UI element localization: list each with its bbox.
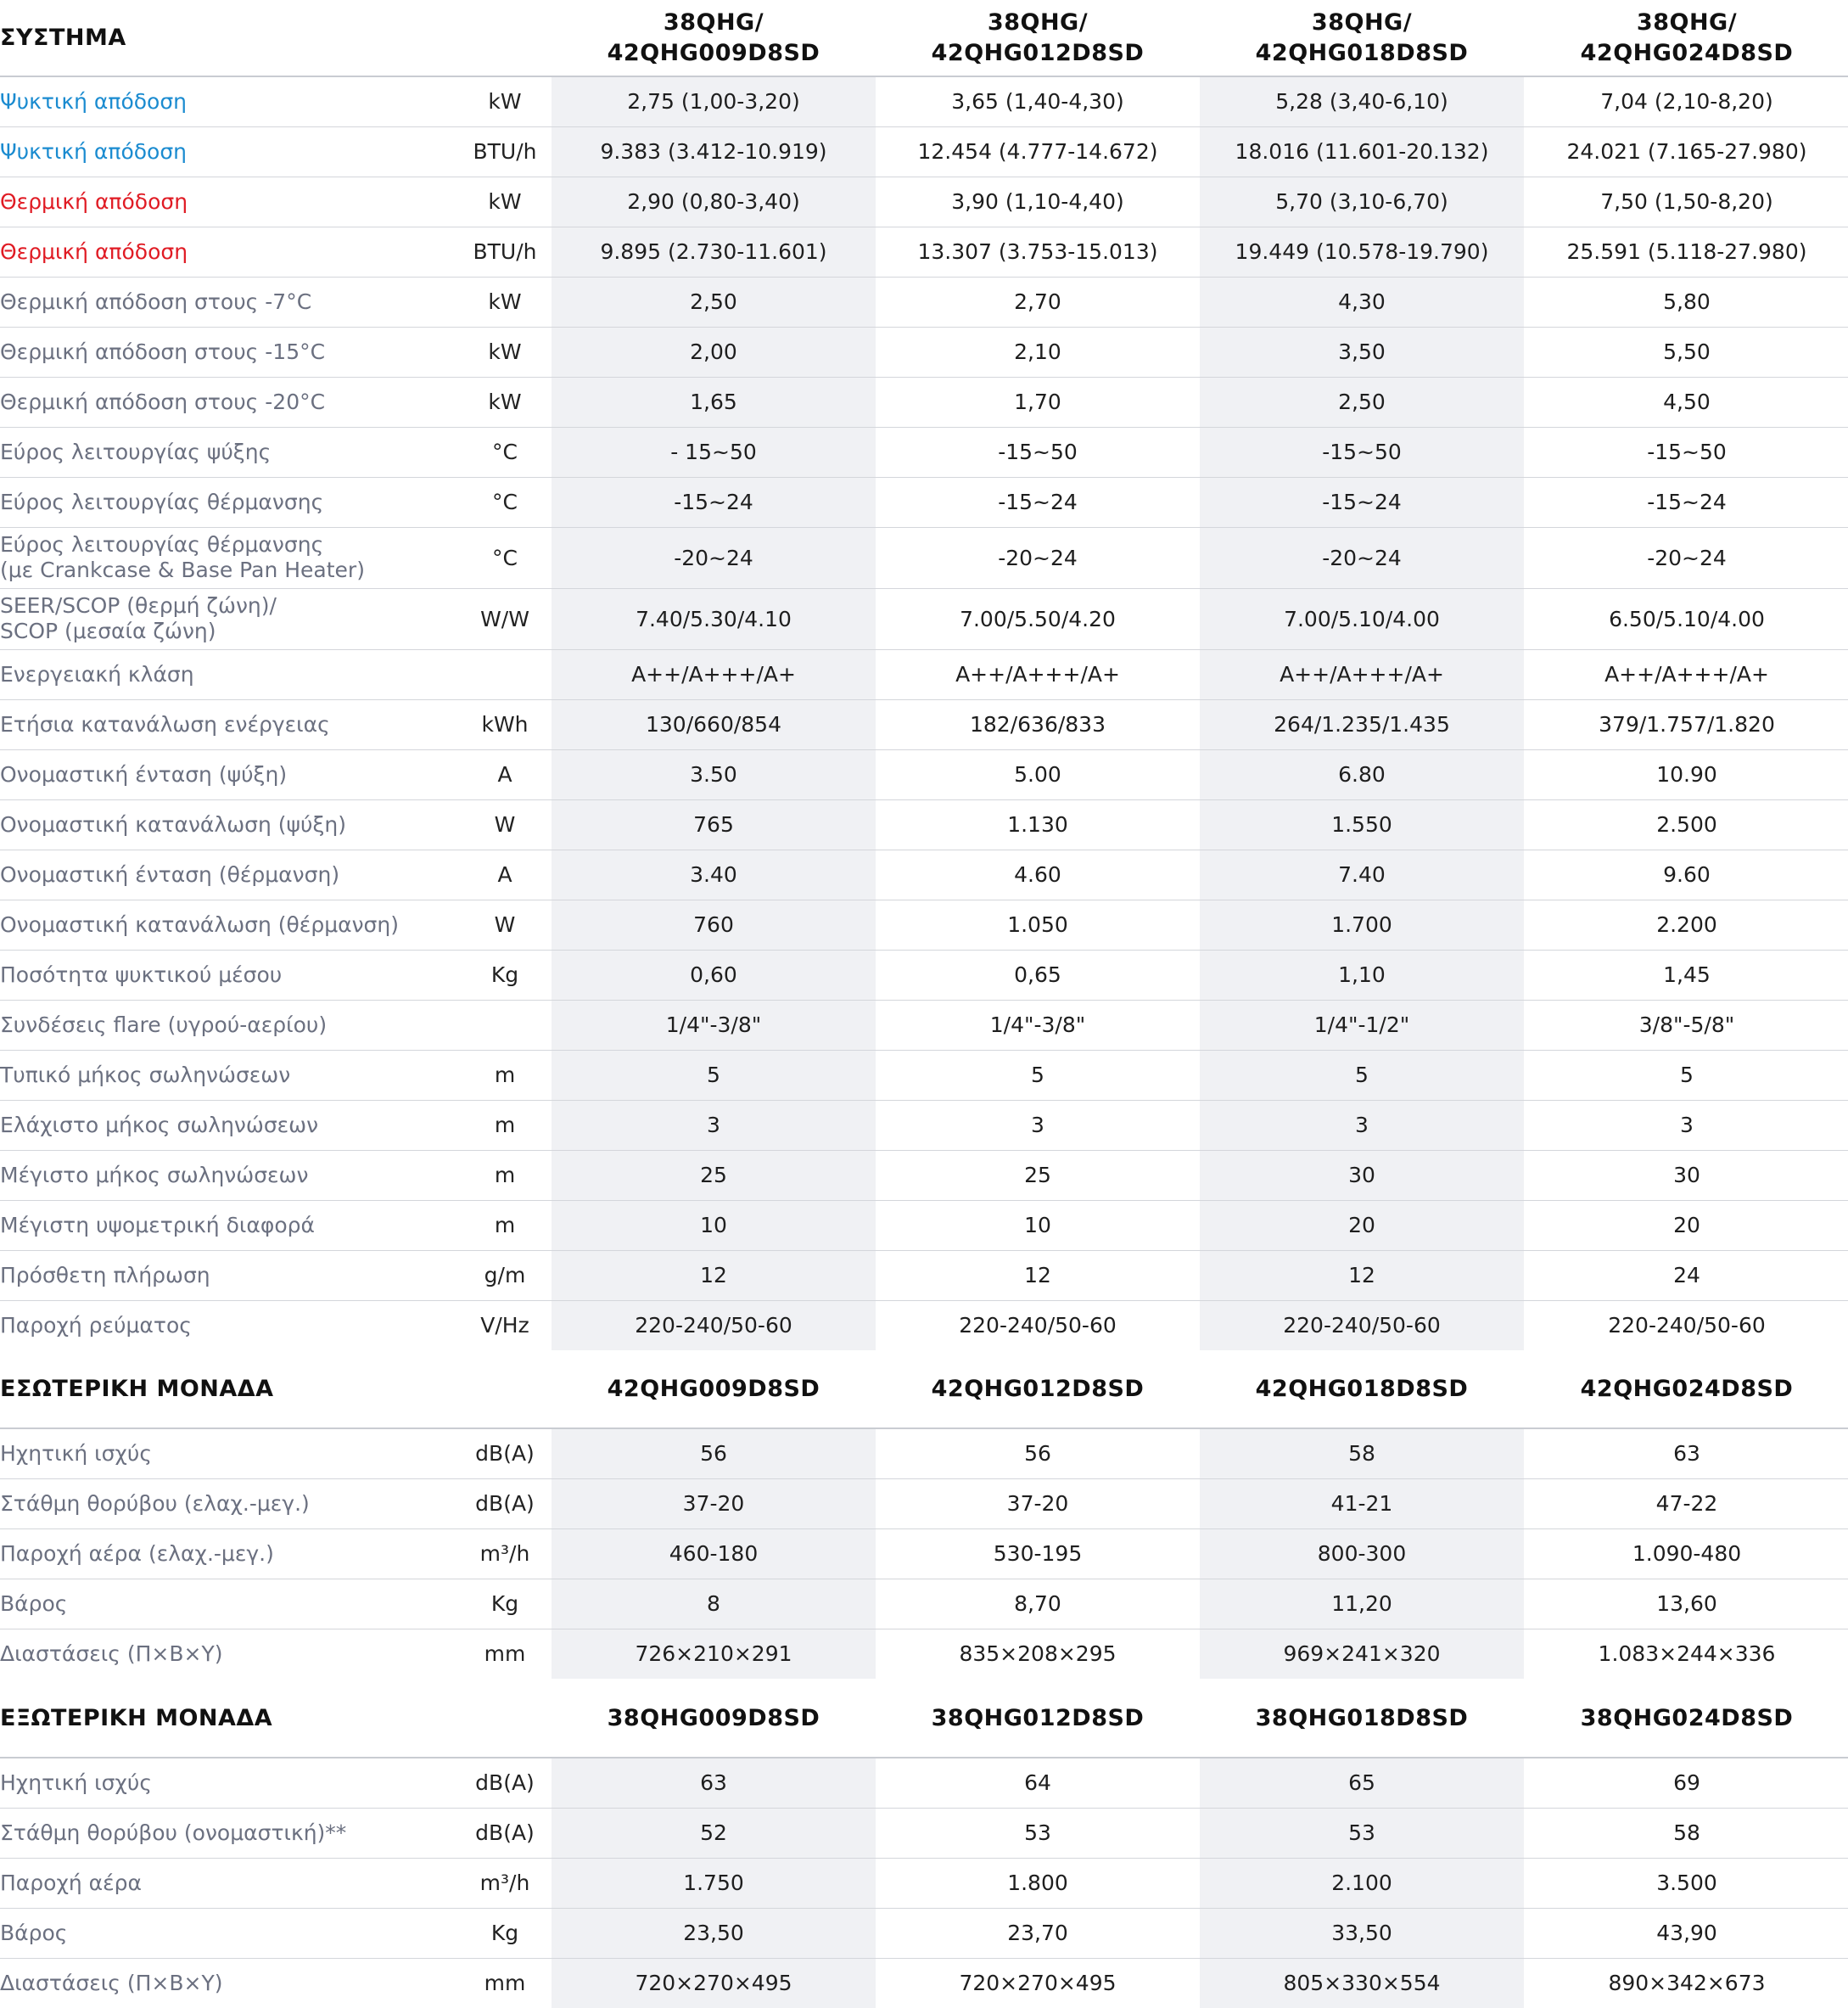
system-spec-row <box>0 527 1848 588</box>
spec-value-model-3: 800-300 <box>1200 1528 1524 1579</box>
spec-unit: BTU/h <box>458 126 552 177</box>
outdoor-spec-row <box>0 1858 1848 1908</box>
system-spec-row <box>0 1150 1848 1200</box>
spec-value-model-1: 3.40 <box>552 850 876 900</box>
spec-value-model-2: 5 <box>876 1050 1200 1100</box>
spec-unit: dB(A) <box>458 1808 552 1858</box>
spec-value-model-3: 19.449 (10.578-19.790) <box>1200 227 1524 277</box>
spec-value-model-1: 2,50 <box>552 277 876 327</box>
spec-value-model-2: 1.050 <box>876 900 1200 950</box>
spec-label: Ποσότητα ψυκτικού μέσου <box>0 950 458 1000</box>
spec-value-model-2: 182/636/833 <box>876 699 1200 749</box>
spec-value-model-1: 5 <box>552 1050 876 1100</box>
spec-label: Ψυκτική απόδοση <box>0 126 458 177</box>
spec-label: Ονομαστική κατανάλωση (θέρμανση) <box>0 900 458 950</box>
spec-value-model-2: 720×270×495 <box>959 1971 1117 1996</box>
spec-unit: Kg <box>458 950 552 1000</box>
spec-value-model-4: 24.021 (7.165-27.980) <box>1524 126 1848 177</box>
spec-unit: BTU/h <box>458 227 552 277</box>
system-spec-row <box>0 588 1848 649</box>
spec-label: Συνδέσεις flare (υγρού-αερίου) <box>0 1000 458 1050</box>
system-model-1: 38QHG/ 42QHG009D8SD <box>552 0 876 76</box>
spec-value-model-3: 41-21 <box>1200 1478 1524 1528</box>
spec-value-model-4: 9.60 <box>1524 850 1848 900</box>
outdoor-model-3: 38QHG018D8SD <box>1200 1680 1524 1758</box>
spec-value-model-4: 47-22 <box>1524 1478 1848 1528</box>
spec-value-model-4: 2.500 <box>1524 799 1848 850</box>
spec-value-model-3: 1/4"-1/2" <box>1200 1000 1524 1050</box>
spec-label: Στάθμη θορύβου (ονομαστική)** <box>0 1808 458 1858</box>
indoor-spec-row <box>0 1528 1848 1579</box>
spec-value-model-3: 20 <box>1200 1200 1524 1250</box>
spec-value-model-1: 12 <box>552 1250 876 1300</box>
spec-value-model-1: 760 <box>552 900 876 950</box>
spec-value-model-2: -20~24 <box>876 527 1200 588</box>
spec-label: Ονομαστική κατανάλωση (ψύξη) <box>0 799 458 850</box>
spec-value-model-3: 5,28 (3,40-6,10) <box>1200 76 1524 126</box>
system-spec-row <box>0 327 1848 377</box>
unit-header-empty <box>458 1350 552 1428</box>
spec-value-model-3: 969×241×320 <box>1200 1629 1524 1679</box>
spec-unit: V/Hz <box>480 1313 529 1338</box>
system-spec-row <box>0 900 1848 950</box>
spec-unit: A <box>458 850 552 900</box>
spec-value-model-2: 1.800 <box>876 1858 1200 1908</box>
spec-value-model-4: 63 <box>1524 1428 1848 1478</box>
spec-value-model-2: -15~24 <box>876 477 1200 527</box>
spec-unit: W <box>458 799 552 850</box>
outdoor-spec-row <box>0 1908 1848 1958</box>
spec-value-model-4: 30 <box>1524 1150 1848 1200</box>
spec-value-model-3: 264/1.235/1.435 <box>1200 699 1524 749</box>
spec-unit: Kg <box>458 1908 552 1958</box>
spec-value-model-3: 3,50 <box>1200 327 1524 377</box>
spec-value-model-4: 3 <box>1524 1100 1848 1150</box>
spec-label: Ηχητική ισχύς <box>0 1758 458 1808</box>
spec-unit: kW <box>458 377 552 427</box>
spec-value-model-1: 1,65 <box>552 377 876 427</box>
spec-value-model-2: A++/A+++/A+ <box>876 649 1200 699</box>
indoor-spec-row <box>0 1478 1848 1528</box>
spec-unit: m³/h <box>458 1858 552 1908</box>
spec-value-model-2: 12 <box>876 1250 1200 1300</box>
system-spec-row <box>0 427 1848 477</box>
spec-value-model-1: 2,00 <box>552 327 876 377</box>
spec-value-model-1: 460-180 <box>552 1528 876 1579</box>
spec-value-model-3: 1.550 <box>1200 799 1524 850</box>
spec-unit: m <box>458 1050 552 1100</box>
outdoor-model-1: 38QHG009D8SD <box>552 1680 876 1758</box>
spec-value-model-3: 4,30 <box>1200 277 1524 327</box>
spec-value-model-1: 56 <box>552 1428 876 1478</box>
indoor-model-1: 42QHG009D8SD <box>552 1350 876 1428</box>
spec-label: Παροχή αέρα (ελαχ.-μεγ.) <box>0 1528 458 1579</box>
spec-value-model-1: A++/A+++/A+ <box>552 649 876 699</box>
spec-label: Στάθμη θορύβου (ελαχ.-μεγ.) <box>0 1478 458 1528</box>
spec-value-model-2: 1.130 <box>876 799 1200 850</box>
spec-value-model-4: 4,50 <box>1524 377 1848 427</box>
system-spec-row <box>0 1200 1848 1250</box>
spec-value-model-2: -15~50 <box>876 427 1200 477</box>
spec-unit: kW <box>458 76 552 126</box>
spec-value-model-2: 8,70 <box>876 1579 1200 1629</box>
spec-value-model-2: 10 <box>876 1200 1200 1250</box>
spec-label: Θερμική απόδοση <box>0 227 458 277</box>
spec-value-model-1: 7.40/5.30/4.10 <box>552 588 876 649</box>
spec-value-model-2: 835×208×295 <box>959 1641 1117 1667</box>
spec-value-model-1: 1.750 <box>552 1858 876 1908</box>
spec-unit: g/m <box>458 1250 552 1300</box>
spec-unit: kW <box>458 177 552 227</box>
spec-value-model-4: 13,60 <box>1524 1579 1848 1629</box>
spec-value-model-3: 33,50 <box>1200 1908 1524 1958</box>
spec-label: Θερμική απόδοση στους -15°C <box>0 327 458 377</box>
spec-value-model-2: 2,70 <box>876 277 1200 327</box>
spec-value-model-3: 7.40 <box>1200 850 1524 900</box>
indoor-section-title: ΕΣΩΤΕΡΙΚΗ ΜΟΝΑΔΑ <box>0 1350 458 1428</box>
spec-value-model-4: 69 <box>1524 1758 1848 1808</box>
outdoor-unit-specs-table <box>0 1680 1848 2008</box>
spec-unit <box>458 649 552 699</box>
spec-label: Διαστάσεις (Π×Β×Υ) <box>0 1641 223 1666</box>
spec-unit: kW <box>458 277 552 327</box>
indoor-header-row <box>0 1350 1848 1428</box>
spec-value-model-1: 8 <box>552 1579 876 1629</box>
spec-value-model-4: 3/8"-5/8" <box>1524 1000 1848 1050</box>
spec-value-model-4: 6.50/5.10/4.00 <box>1524 588 1848 649</box>
spec-unit: m <box>458 1200 552 1250</box>
spec-value-model-2: 56 <box>876 1428 1200 1478</box>
spec-value-model-4: 10.90 <box>1524 749 1848 799</box>
spec-value-model-3: 220-240/50-60 <box>1200 1300 1524 1350</box>
system-spec-row <box>0 1250 1848 1300</box>
system-spec-row <box>0 950 1848 1000</box>
system-spec-row <box>0 177 1848 227</box>
spec-value-model-4: 1.083×244×336 <box>1598 1641 1776 1667</box>
spec-label: Ψυκτική απόδοση <box>0 76 458 126</box>
spec-label: Διαστάσεις (Π×Β×Υ) <box>0 1970 223 1995</box>
spec-unit: W/W <box>458 588 552 649</box>
spec-label: Παροχή ρεύματος <box>0 1312 192 1338</box>
spec-value-model-2: 1/4"-3/8" <box>876 1000 1200 1050</box>
spec-label: Ονομαστική ένταση (θέρμανση) <box>0 850 458 900</box>
spec-unit: mm <box>484 1971 526 1996</box>
spec-label: Θερμική απόδοση στους -7°C <box>0 277 458 327</box>
outdoor-spec-row <box>0 1958 1848 2008</box>
indoor-spec-row <box>0 1629 1848 1679</box>
spec-value-model-3: 7.00/5.10/4.00 <box>1200 588 1524 649</box>
spec-value-model-2: 13.307 (3.753-15.013) <box>876 227 1200 277</box>
spec-value-model-1: 726×210×291 <box>552 1629 876 1679</box>
spec-value-model-4: 58 <box>1524 1808 1848 1858</box>
outdoor-section-title: ΕΞΩΤΕΡΙΚΗ ΜΟΝΑΔΑ <box>0 1680 458 1758</box>
spec-value-model-4: 43,90 <box>1524 1908 1848 1958</box>
spec-unit: dB(A) <box>458 1428 552 1478</box>
spec-value-model-3: 11,20 <box>1200 1579 1524 1629</box>
spec-unit: mm <box>484 1641 526 1667</box>
system-spec-row <box>0 227 1848 277</box>
spec-value-model-3: 805×330×554 <box>1200 1958 1524 2008</box>
spec-value-model-3: -15~24 <box>1200 477 1524 527</box>
spec-value-model-1: -20~24 <box>552 527 876 588</box>
spec-value-model-2: 1,70 <box>876 377 1200 427</box>
spec-value-model-4: -20~24 <box>1524 527 1848 588</box>
spec-label: Ηχητική ισχύς <box>0 1428 458 1478</box>
spec-value-model-1: 220-240/50-60 <box>552 1300 876 1350</box>
system-spec-row <box>0 1100 1848 1150</box>
spec-value-model-4: -15~50 <box>1524 427 1848 477</box>
spec-value-model-1: 765 <box>552 799 876 850</box>
spec-value-model-2: 530-195 <box>876 1528 1200 1579</box>
spec-value-model-1: 25 <box>552 1150 876 1200</box>
spec-unit: °C <box>458 477 552 527</box>
spec-unit: A <box>458 749 552 799</box>
spec-label: Βάρος <box>0 1579 458 1629</box>
system-header-row <box>0 0 1848 76</box>
spec-label: Μέγιστο μήκος σωληνώσεων <box>0 1150 458 1200</box>
system-spec-row <box>0 799 1848 850</box>
spec-label: Εύρος λειτουργίας θέρμανσης (με Crankcase & Base Pan Heater) <box>0 527 458 588</box>
spec-value-model-4: 5,50 <box>1524 327 1848 377</box>
spec-label: Ονομαστική ένταση (ψύξη) <box>0 749 458 799</box>
spec-label: Θερμική απόδοση στους -20°C <box>0 377 458 427</box>
spec-value-model-4: 20 <box>1524 1200 1848 1250</box>
spec-value-model-4: -15~24 <box>1524 477 1848 527</box>
spec-value-model-4: 25.591 (5.118-27.980) <box>1524 227 1848 277</box>
spec-value-model-2: 7.00/5.50/4.20 <box>876 588 1200 649</box>
spec-label: Παροχή αέρα <box>0 1858 458 1908</box>
spec-value-model-3: A++/A+++/A+ <box>1200 649 1524 699</box>
spec-unit: dB(A) <box>458 1478 552 1528</box>
spec-value-model-2: 5.00 <box>876 749 1200 799</box>
spec-label: Ετήσια κατανάλωση ενέργειας <box>0 699 458 749</box>
system-model-2: 38QHG/ 42QHG012D8SD <box>876 0 1200 76</box>
spec-value-model-4: 1.090-480 <box>1524 1528 1848 1579</box>
spec-value-model-1: 37-20 <box>552 1478 876 1528</box>
spec-value-model-3: 6.80 <box>1200 749 1524 799</box>
spec-value-model-2: 37-20 <box>876 1478 1200 1528</box>
spec-label: Εύρος λειτουργίας ψύξης <box>0 427 458 477</box>
spec-value-model-4: 890×342×673 <box>1608 1971 1766 1996</box>
system-spec-row <box>0 1300 1848 1350</box>
system-spec-row <box>0 649 1848 699</box>
spec-value-model-1: 3 <box>552 1100 876 1150</box>
spec-value-model-2: 0,65 <box>876 950 1200 1000</box>
outdoor-model-2: 38QHG012D8SD <box>876 1680 1200 1758</box>
system-spec-row <box>0 699 1848 749</box>
spec-unit <box>458 1000 552 1050</box>
outdoor-spec-row <box>0 1758 1848 1808</box>
spec-label: Μέγιστη υψομετρική διαφορά <box>0 1200 458 1250</box>
spec-value-model-4: 24 <box>1524 1250 1848 1300</box>
spec-value-model-2: 53 <box>876 1808 1200 1858</box>
spec-unit: kW <box>458 327 552 377</box>
system-section-title: ΣΥΣΤΗΜΑ <box>0 0 458 76</box>
spec-value-model-2: 12.454 (4.777-14.672) <box>876 126 1200 177</box>
spec-value-model-1: 2,90 (0,80-3,40) <box>552 177 876 227</box>
spec-value-model-1: - 15~50 <box>552 427 876 477</box>
spec-unit: dB(A) <box>458 1758 552 1808</box>
system-spec-row <box>0 126 1848 177</box>
spec-value-model-2: 2,10 <box>876 327 1200 377</box>
spec-value-model-3: 1.700 <box>1200 900 1524 950</box>
spec-unit: m <box>458 1150 552 1200</box>
spec-value-model-1: 9.895 (2.730-11.601) <box>552 227 876 277</box>
spec-value-model-4: 7,50 (1,50-8,20) <box>1524 177 1848 227</box>
indoor-spec-row <box>0 1579 1848 1629</box>
outdoor-model-4: 38QHG024D8SD <box>1524 1680 1848 1758</box>
spec-value-model-4: 220-240/50-60 <box>1608 1313 1766 1338</box>
spec-value-model-4: 5 <box>1524 1050 1848 1100</box>
spec-label: Τυπικό μήκος σωληνώσεων <box>0 1050 458 1100</box>
spec-value-model-1: 63 <box>552 1758 876 1808</box>
system-spec-row <box>0 277 1848 327</box>
spec-value-model-3: 18.016 (11.601-20.132) <box>1200 126 1524 177</box>
system-spec-row <box>0 850 1848 900</box>
spec-value-model-1: 3.50 <box>552 749 876 799</box>
system-spec-row <box>0 76 1848 126</box>
spec-value-model-1: 23,50 <box>552 1908 876 1958</box>
spec-value-model-3: -15~50 <box>1200 427 1524 477</box>
spec-label: Ενεργειακή κλάση <box>0 649 458 699</box>
spec-value-model-2: 64 <box>876 1758 1200 1808</box>
spec-value-model-3: 12 <box>1200 1250 1524 1300</box>
spec-unit: °C <box>458 527 552 588</box>
spec-unit: W <box>458 900 552 950</box>
indoor-model-3: 42QHG018D8SD <box>1200 1350 1524 1428</box>
system-model-4: 38QHG/ 42QHG024D8SD <box>1524 0 1848 76</box>
spec-value-model-2: 3 <box>876 1100 1200 1150</box>
spec-value-model-2: 3,65 (1,40-4,30) <box>876 76 1200 126</box>
system-model-3: 38QHG/ 42QHG018D8SD <box>1200 0 1524 76</box>
outdoor-spec-row <box>0 1808 1848 1858</box>
spec-value-model-1: 0,60 <box>552 950 876 1000</box>
spec-value-model-3: 58 <box>1200 1428 1524 1478</box>
spec-value-model-1: -15~24 <box>552 477 876 527</box>
indoor-spec-row <box>0 1428 1848 1478</box>
spec-value-model-2: 4.60 <box>876 850 1200 900</box>
spec-value-model-1: 52 <box>552 1808 876 1858</box>
spec-value-model-1: 130/660/854 <box>552 699 876 749</box>
spec-label: Πρόσθετη πλήρωση <box>0 1250 458 1300</box>
spec-value-model-1: 10 <box>552 1200 876 1250</box>
system-spec-row <box>0 377 1848 427</box>
spec-label: SEER/SCOP (θερμή ζώνη)/ SCOP (μεσαία ζώνη) <box>0 588 458 649</box>
unit-header-empty <box>458 1680 552 1758</box>
indoor-model-2: 42QHG012D8SD <box>876 1350 1200 1428</box>
spec-label: Εύρος λειτουργίας θέρμανσης <box>0 477 458 527</box>
spec-unit: m <box>458 1100 552 1150</box>
spec-value-model-4: 1,45 <box>1524 950 1848 1000</box>
spec-value-model-1: 1/4"-3/8" <box>552 1000 876 1050</box>
spec-unit: m³/h <box>458 1528 552 1579</box>
spec-value-model-1: 9.383 (3.412-10.919) <box>552 126 876 177</box>
spec-unit: Kg <box>458 1579 552 1629</box>
spec-value-model-2: 25 <box>876 1150 1200 1200</box>
spec-unit: kWh <box>458 699 552 749</box>
system-spec-row <box>0 749 1848 799</box>
system-spec-row <box>0 1050 1848 1100</box>
spec-value-model-3: 2,50 <box>1200 377 1524 427</box>
system-spec-row <box>0 477 1848 527</box>
spec-value-model-4: 379/1.757/1.820 <box>1524 699 1848 749</box>
spec-value-model-1: 2,75 (1,00-3,20) <box>552 76 876 126</box>
indoor-unit-specs-table <box>0 1350 1848 1679</box>
spec-value-model-3: 1,10 <box>1200 950 1524 1000</box>
spec-value-model-3: 5 <box>1200 1050 1524 1100</box>
spec-value-model-4: 2.200 <box>1524 900 1848 950</box>
spec-value-model-3: 5,70 (3,10-6,70) <box>1200 177 1524 227</box>
spec-value-model-3: 53 <box>1200 1808 1524 1858</box>
spec-value-model-4: 7,04 (2,10-8,20) <box>1524 76 1848 126</box>
spec-value-model-2: 220-240/50-60 <box>959 1313 1117 1338</box>
spec-unit: °C <box>458 427 552 477</box>
spec-value-model-4: 5,80 <box>1524 277 1848 327</box>
spec-value-model-3: 30 <box>1200 1150 1524 1200</box>
spec-label: Ελάχιστο μήκος σωληνώσεων <box>0 1100 458 1150</box>
spec-value-model-3: 2.100 <box>1200 1858 1524 1908</box>
spec-value-model-3: -20~24 <box>1200 527 1524 588</box>
system-spec-row <box>0 1000 1848 1050</box>
spec-value-model-3: 65 <box>1200 1758 1524 1808</box>
outdoor-header-row <box>0 1680 1848 1758</box>
spec-label: Βάρος <box>0 1908 458 1958</box>
spec-value-model-2: 3,90 (1,10-4,40) <box>876 177 1200 227</box>
spec-value-model-4: 3.500 <box>1524 1858 1848 1908</box>
spec-value-model-4: A++/A+++/A+ <box>1524 649 1848 699</box>
spec-value-model-2: 23,70 <box>876 1908 1200 1958</box>
indoor-model-4: 42QHG024D8SD <box>1524 1350 1848 1428</box>
spec-value-model-1: 720×270×495 <box>552 1958 876 2008</box>
unit-header-empty <box>458 0 552 76</box>
spec-label: Θερμική απόδοση <box>0 177 458 227</box>
spec-value-model-3: 3 <box>1200 1100 1524 1150</box>
